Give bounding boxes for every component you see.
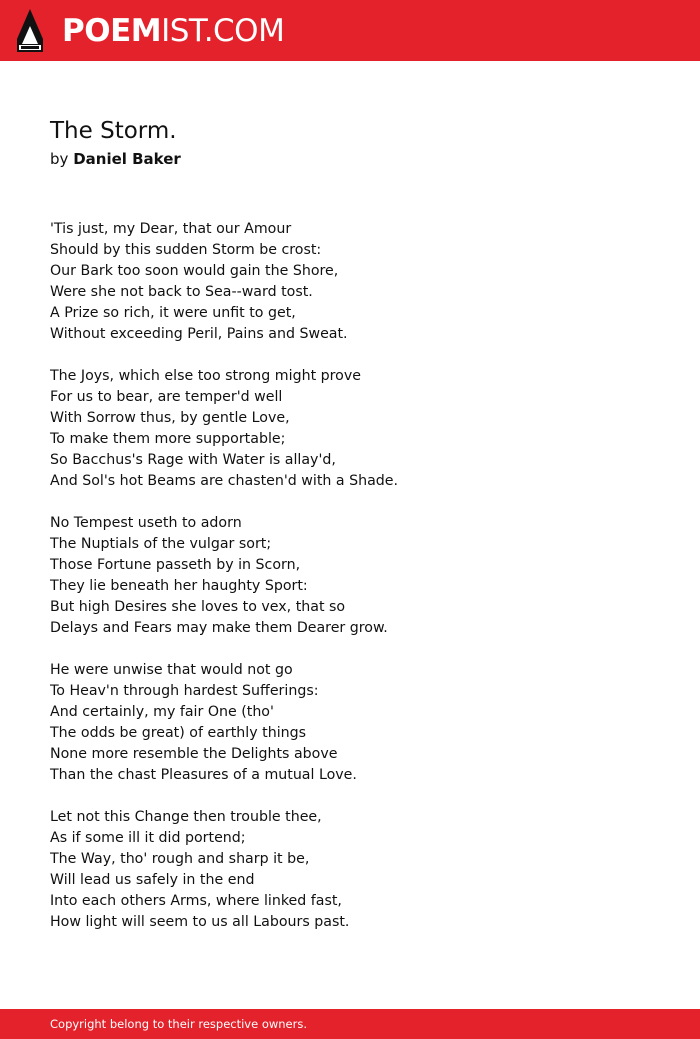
poem-line: For us to bear, are temper'd well bbox=[50, 389, 283, 405]
poem-line: To make them more supportable; bbox=[50, 431, 286, 447]
poem-line: 'Tis just, my Dear, that our Amour bbox=[50, 221, 292, 237]
poem-line: Our Bark too soon would gain the Shore, bbox=[50, 263, 339, 279]
poem-line: The Nuptials of the vulgar sort; bbox=[50, 536, 272, 552]
poem-line: So Bacchus's Rage with Water is allay'd, bbox=[50, 452, 336, 468]
poem-title: The Storm. bbox=[50, 118, 177, 144]
logo-bold-text: POEM bbox=[62, 13, 162, 49]
poem-line: The Joys, which else too strong might prove bbox=[50, 368, 361, 384]
poem-line: With Sorrow thus, by gentle Love, bbox=[50, 410, 290, 426]
poem-line: They lie beneath her haughty Sport: bbox=[50, 578, 308, 594]
poem-line: As if some ill it did portend; bbox=[50, 830, 246, 846]
poem-body bbox=[50, 219, 650, 954]
poem-line: How light will seem to us all Labours past. bbox=[50, 914, 350, 930]
stanza-1 bbox=[50, 219, 650, 345]
site-footer bbox=[0, 1009, 700, 1039]
poem-line: The odds be great) of earthly things bbox=[50, 725, 307, 741]
stanza-4 bbox=[50, 660, 650, 786]
poem-byline bbox=[50, 148, 181, 170]
poem-line: Should by this sudden Storm be crost: bbox=[50, 242, 322, 258]
poem-line: A Prize so rich, it were unfit to get, bbox=[50, 305, 296, 321]
poem-line: Were she not back to Sea--ward tost. bbox=[50, 284, 313, 300]
logo-light-text: IST.COM bbox=[161, 13, 285, 49]
poem-line: But high Desires she loves to vex, that so bbox=[50, 599, 346, 615]
poem-line: And certainly, my fair One (tho' bbox=[50, 704, 274, 720]
byline-label: by bbox=[50, 150, 69, 168]
stanza-3 bbox=[50, 513, 650, 639]
poem-line: None more resemble the Delights above bbox=[50, 746, 338, 762]
poem-line: And Sol's hot Beams are chasten'd with a Shade. bbox=[50, 473, 399, 489]
poem-line: The Way, tho' rough and sharp it be, bbox=[50, 851, 310, 867]
poem-line: Than the chast Pleasures of a mutual Love. bbox=[50, 767, 357, 783]
poem-line: Let not this Change then trouble thee, bbox=[50, 809, 322, 825]
poem-line: No Tempest useth to adorn bbox=[50, 515, 242, 531]
poem-line: Into each others Arms, where linked fast, bbox=[50, 893, 342, 909]
site-logo[interactable] bbox=[62, 13, 284, 49]
pencil-tip-icon[interactable] bbox=[17, 9, 43, 52]
poem-line: Without exceeding Peril, Pains and Sweat. bbox=[50, 326, 348, 342]
site-header bbox=[0, 0, 700, 61]
stanza-5 bbox=[50, 807, 650, 933]
poem-line: Delays and Fears may make them Dearer grow. bbox=[50, 620, 388, 636]
poem-line: Those Fortune passeth by in Scorn, bbox=[50, 557, 301, 573]
stanza-2 bbox=[50, 366, 650, 492]
poem-line: He were unwise that would not go bbox=[50, 662, 293, 678]
poem-author: Daniel Baker bbox=[73, 150, 181, 168]
copyright-notice: Copyright belong to their respective owners. bbox=[50, 1017, 308, 1031]
poem-line: Will lead us safely in the end bbox=[50, 872, 255, 888]
poem-line: To Heav'n through hardest Sufferings: bbox=[50, 683, 319, 699]
